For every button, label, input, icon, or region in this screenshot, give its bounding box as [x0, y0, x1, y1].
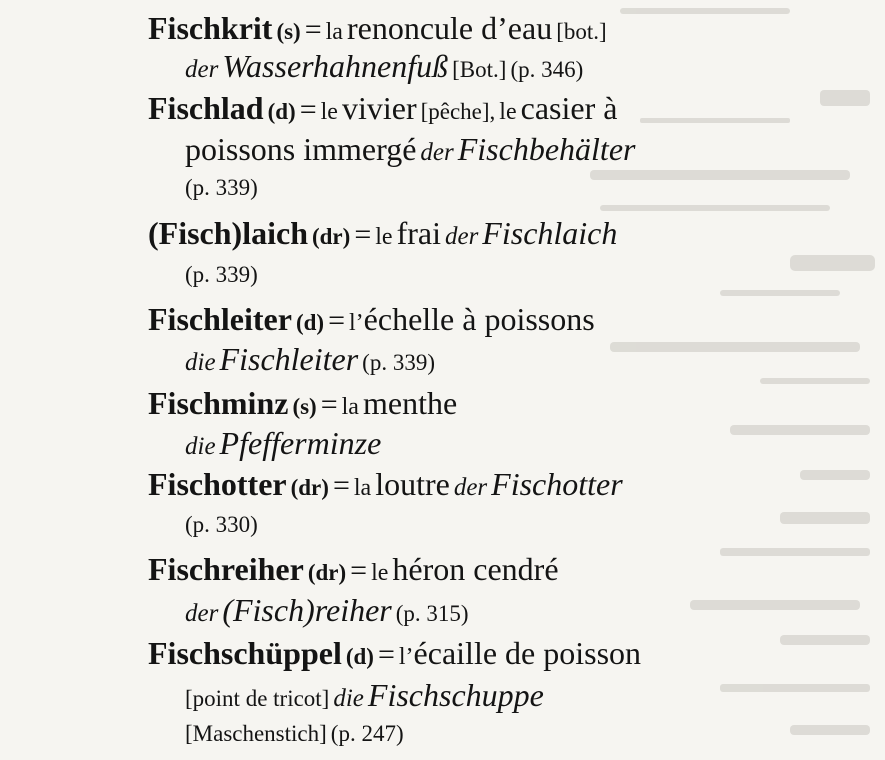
entry-line-1: [148, 12, 607, 45]
german-translation: Wasserhahnenfuß: [222, 48, 449, 84]
headword: Fischleiter: [148, 301, 292, 337]
headword: Fischkrit: [148, 10, 273, 46]
german-translation: Fischbehälter: [457, 131, 636, 167]
headword: Fischotter: [148, 466, 287, 502]
headword: Fischlad: [148, 90, 264, 126]
french-article: le: [371, 560, 389, 586]
entry-line-3: [185, 176, 258, 199]
german-translation: Fischotter: [491, 466, 623, 502]
equals-sign: =: [350, 554, 368, 587]
french-article: la: [341, 394, 359, 420]
french-article: le: [375, 224, 393, 250]
entry-line-1: [148, 387, 457, 420]
german-article: die: [185, 433, 216, 460]
german-article: die: [333, 685, 364, 712]
french-article: la: [325, 19, 343, 45]
entry-line-1: [148, 637, 641, 670]
french-translation: héron cendré: [392, 551, 559, 587]
entry-line-2: [185, 513, 258, 536]
german-article: der: [444, 223, 479, 250]
french-note: [point de tricot]: [185, 686, 330, 711]
french-note: [bot.]: [556, 19, 607, 44]
german-article: die: [185, 349, 216, 376]
german-article: der: [453, 474, 488, 501]
entry-line-2: [185, 133, 635, 165]
grammar-tag: (dr): [307, 560, 347, 585]
french-article: l’: [348, 310, 364, 336]
grammar-tag: (d): [295, 310, 325, 335]
grammar-tag: (s): [292, 394, 317, 419]
french-translation: vivier: [341, 90, 417, 126]
french-translation: écaille de poisson: [413, 635, 642, 671]
french-translation: frai: [396, 215, 441, 251]
headword: Fischreiher: [148, 551, 304, 587]
french-translation: menthe: [362, 385, 458, 421]
entry-line-2: [185, 50, 583, 82]
headword: (Fisch)laich: [148, 215, 308, 251]
german-translation: Fischlaich: [482, 215, 618, 251]
entry-line-1: [148, 553, 559, 586]
page-reference: (p. 330): [185, 512, 258, 537]
headword: Fischschüppel: [148, 635, 342, 671]
grammar-tag: (d): [345, 644, 374, 669]
page-reference: (p. 339): [185, 262, 258, 287]
equals-sign: =: [328, 304, 345, 337]
french-article: le: [320, 99, 338, 125]
equals-sign: =: [299, 93, 317, 126]
equals-sign: =: [320, 388, 338, 421]
entry-line-1: [148, 468, 623, 501]
grammar-tag: (d): [267, 99, 296, 124]
german-note: [Bot.]: [452, 57, 507, 82]
french-article-2: le: [499, 99, 517, 125]
french-article: la: [353, 475, 372, 501]
german-article: der: [420, 139, 454, 166]
entry-line-1: [148, 92, 617, 125]
entry-line-2: [185, 263, 258, 286]
equals-sign: =: [332, 469, 350, 502]
page-reference: (p. 339): [185, 175, 258, 200]
page-reference: (p. 247): [330, 721, 404, 746]
entry-line-1: [148, 303, 595, 336]
german-article: der: [185, 600, 219, 627]
page-reference: (p. 339): [362, 350, 435, 375]
german-translation: Pfefferminze: [219, 425, 382, 461]
entry-line-1: [148, 217, 617, 250]
french-translation-2: casier à: [520, 90, 618, 126]
entry-line-3: [185, 722, 404, 745]
french-translation: renoncule d’eau: [346, 10, 553, 46]
page-reference: (p. 346): [510, 57, 584, 82]
german-translation: Fischleiter: [219, 341, 359, 377]
equals-sign: =: [377, 638, 395, 671]
grammar-tag: (dr): [290, 475, 329, 500]
french-note: [pêche],: [420, 99, 496, 124]
german-translation: (Fisch)reiher: [222, 592, 392, 628]
headword: Fischminz: [148, 385, 289, 421]
french-translation: loutre: [375, 466, 450, 502]
entry-line-2: [185, 594, 469, 626]
french-article: l’: [398, 644, 414, 670]
entry-line-2: [185, 427, 381, 459]
german-article: der: [185, 56, 219, 83]
entry-line-2: [185, 679, 544, 711]
french-translation: échelle à poissons: [363, 301, 595, 337]
equals-sign: =: [354, 218, 372, 251]
grammar-tag: (dr): [311, 224, 351, 249]
french-continuation: poissons immergé: [185, 131, 417, 167]
german-note: [Maschenstich]: [185, 721, 327, 746]
entry-line-2: [185, 343, 435, 375]
grammar-tag: (s): [276, 19, 301, 44]
german-translation: Fischschuppe: [367, 677, 544, 713]
page-reference: (p. 315): [395, 601, 469, 626]
equals-sign: =: [304, 13, 322, 46]
